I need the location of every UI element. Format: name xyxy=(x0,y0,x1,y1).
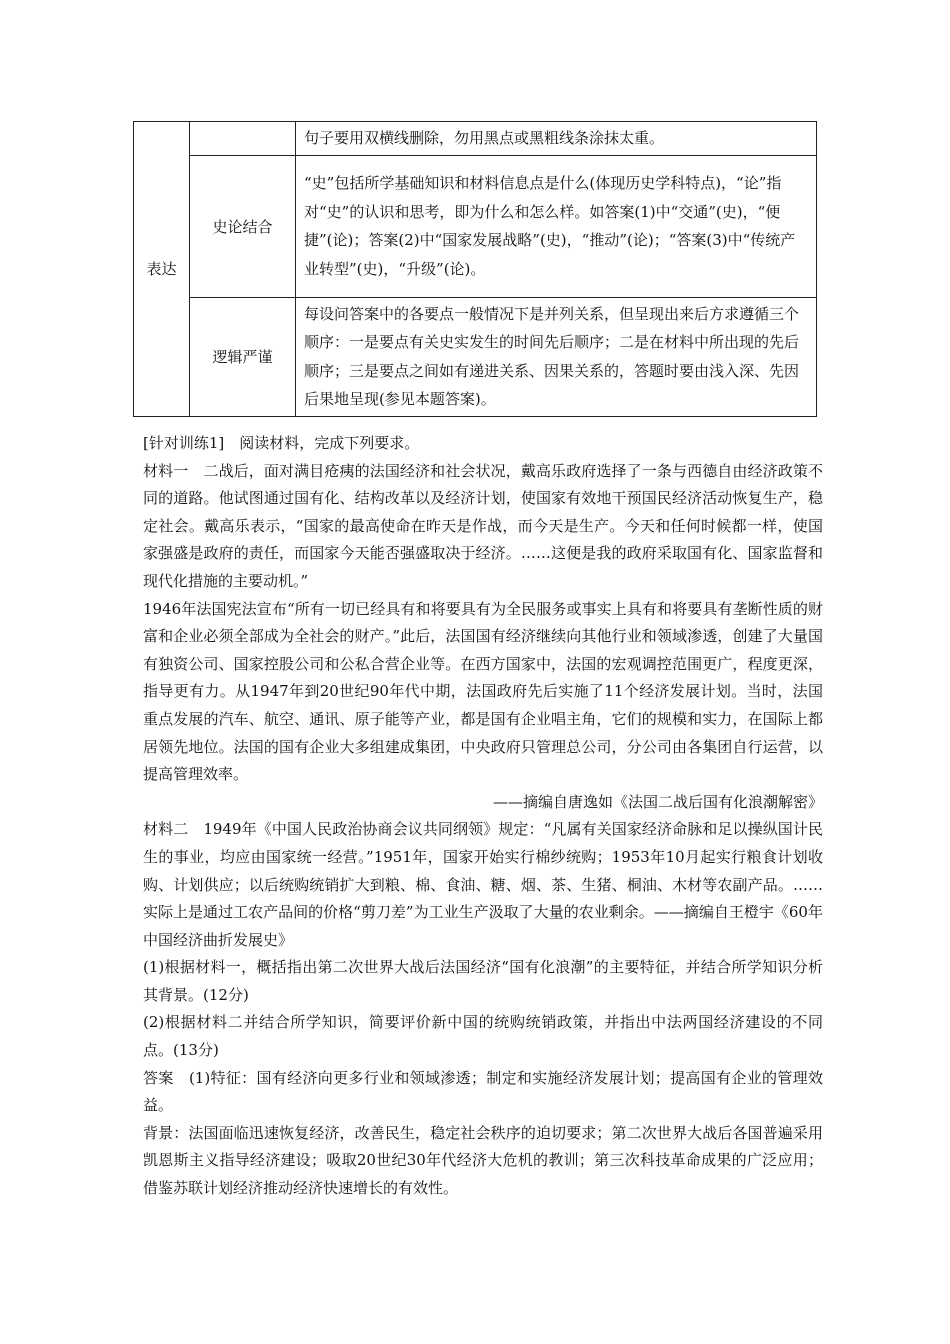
background-paragraph: 背景：法国面临迅速恢复经济，改善民生，稳定社会秩序的迫切要求；第二次世界大战后各国普遍采用凯恩斯主义指导经济建设；吸取20世纪30年代经济大危机的教训；第三次科技革命成果的广泛应用；借鉴苏联计划经济推动经济快速增长的有效性。 xyxy=(143,1123,823,1198)
material-one-source: ——摘编自唐逸如《法国二战后国有化浪潮解密》 xyxy=(492,792,823,811)
table-row xyxy=(134,122,817,156)
row-label: 逻辑严谨 xyxy=(212,348,273,366)
row-label: 史论结合 xyxy=(212,217,273,236)
group-label-cell xyxy=(134,122,190,417)
material-two-paragraph: 材料二 1949年《中国人民政治协商会议共同纲领》规定：“凡属有关国家经济命脉和足以操纵国计民生的事业，均应由国家统一经营。”1951年，国家开始实行棉纱统购；1953年10月起实行粮食计划收购、计划供应；以后统购统销扩大到粮、棉、食油、糖、烟、茶、生猪、桐油、木材等农副产品。……实际上是通过工农产品间的价格“剪刀差”为工业生产汲取了大量的农业剩余。——摘编自王橙宇《60年中国经济曲折发展史》 xyxy=(143,820,823,949)
row-text-cell xyxy=(296,122,817,156)
criteria-table xyxy=(133,121,817,417)
material-one-paragraph: 材料一 二战后，面对满目疮痍的法国经济和社会状况，戴高乐政府选择了一条与西德自由经济政策不同的道路。他试图通过国有化、结构改革以及经济计划，使国家有效地干预国民经济活动恢复生产，稳定社会。戴高乐表示，“国家的最高使命在昨天是作战，而今天是生产。今天和任何时候都一样，使国家强盛是政府的责任，而国家今天能否强盛取决于经济。……这便是我的政府采取国有化、国家监督和现代化措施的主要动机。” xyxy=(143,461,823,590)
row-label-cell xyxy=(190,297,296,416)
question-two: (2)根据材料二并结合所学知识，简要评价新中国的统购统销政策，并指出中法两国经济建设的不同点。(13分) xyxy=(143,1013,823,1060)
document-body xyxy=(143,430,823,1203)
table-row xyxy=(134,297,817,416)
row-text: “史”包括所学基础知识和材料信息点是什么(体现历史学科特点)，“论”指对“史”的认识和思考，即为什么和怎么样。如答案(1)中“交通”(史)，“便捷”(论)；答案(2)中“国家发展战略”(史)，“推动”(论)；“答案(3)中“传统产业转型”(史)，“升级”(论)。 xyxy=(304,174,796,278)
row-text: 句子要用双横线删除，勿用黑点或黑粗线条涂抹太重。 xyxy=(304,129,665,147)
material-one-paragraph: 1946年法国宪法宣布“所有一切已经具有和将要具有为全民服务或事实上具有和将要具有垄断性质的财富和企业必须全部成为全社会的财产。”此后，法国国有经济继续向其他行业和领域渗透，创建了大量国有独资公司、国家控股公司和公私合营企业等。在西方国家中，法国的宏观调控范围更广，程度更深，指导更有力。从1947年到20世纪90年代中期，法国政府先后实施了11个经济发展计划。当时，法国重点发展的汽车、航空、通讯、原子能等产业，都是国有企业唱主角，它们的规模和实力，在国际上都居领先地位。法国的国有企业大多组建成集团，中央政府只管理总公司，分公司由各集团自行运营，以提高管理效率。 xyxy=(143,599,823,784)
table-row xyxy=(134,155,817,297)
row-text: 每设问答案中的各要点一般情况下是并列关系，但呈现出来后方求遵循三个顺序：一是要点有关史实发生的时间先后顺序；二是在材料中所出现的先后顺序；三是要点之间如有递进关系、因果关系的，答题时要由浅入深、先因后果地呈现(参见本题答案)。 xyxy=(304,304,800,408)
answer-paragraph: 答案 (1)特征：国有经济向更多行业和领域渗透；制定和实施经济发展计划；提高国有企业的管理效益。 xyxy=(143,1068,823,1115)
row-label-cell xyxy=(190,122,296,156)
question-one: (1)根据材料一，概括指出第二次世界大战后法国经济“国有化浪潮”的主要特征，并结合所学知识分析其背景。(12分) xyxy=(143,958,823,1004)
row-text-cell xyxy=(296,297,817,416)
group-label: 表达 xyxy=(146,260,177,279)
row-label-cell xyxy=(190,155,296,297)
row-text-cell xyxy=(296,155,817,297)
exercise-heading: [针对训练1] 阅读材料，完成下列要求。 xyxy=(143,434,420,452)
